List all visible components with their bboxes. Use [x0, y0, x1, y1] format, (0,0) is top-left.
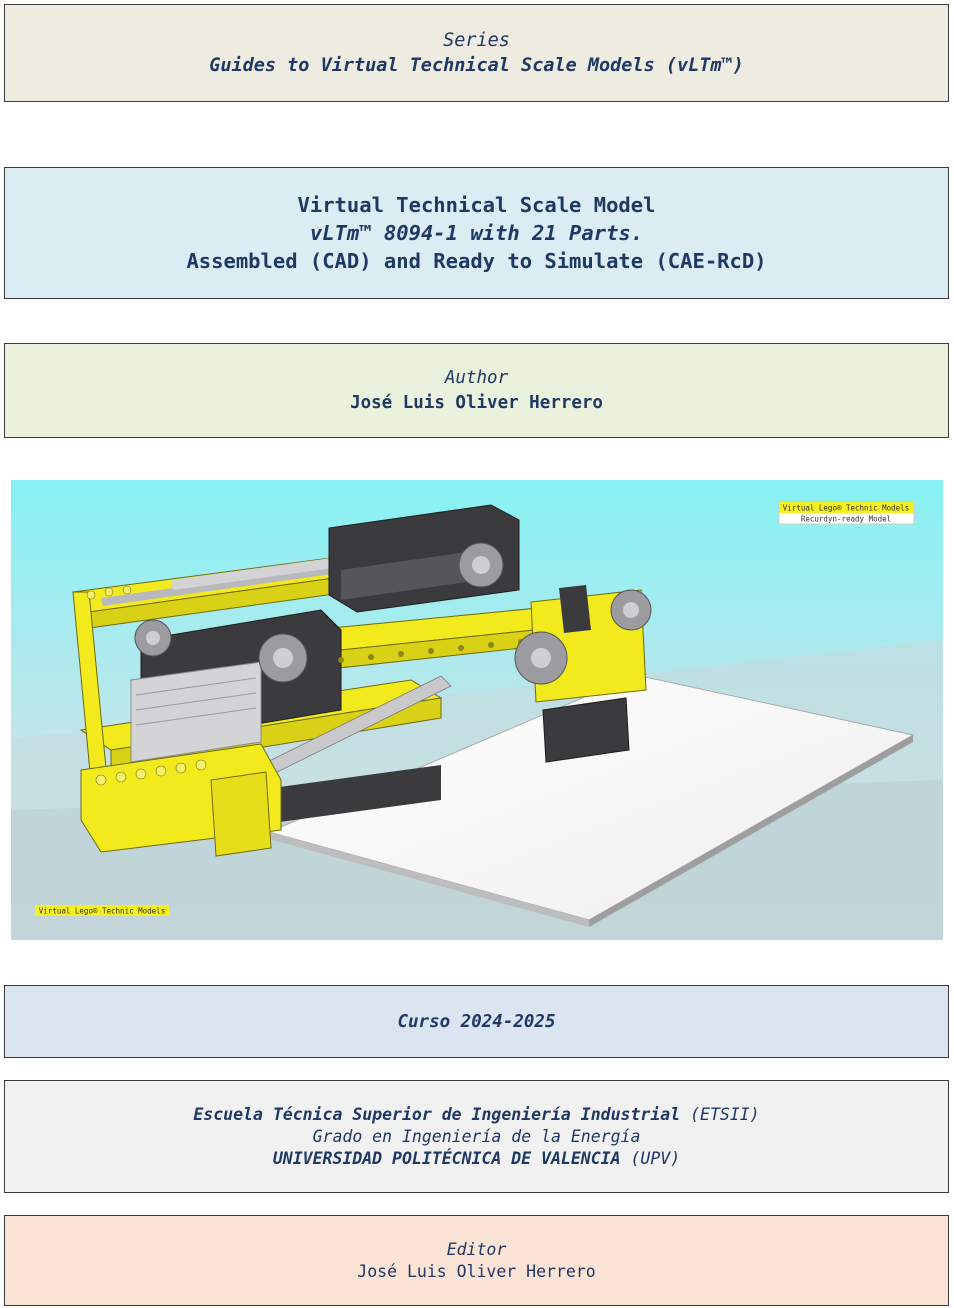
university-abbr: (UPV) [630, 1148, 681, 1168]
course-box [4, 985, 949, 1058]
series-title: Guides to Virtual Technical Scale Models (vLTm™) [209, 55, 744, 76]
editor-name: José Luis Oliver Herrero [357, 1261, 596, 1281]
editor-box [4, 1215, 949, 1306]
badge-top-line-1: Virtual Lego® Technic Models [782, 503, 910, 513]
series-box [4, 4, 949, 102]
institution-box [4, 1080, 949, 1193]
course-text: Curso 2024-2025 [397, 1011, 556, 1032]
author-name: José Luis Oliver Herrero [350, 392, 603, 413]
badge-bottom: Virtual Lego® Technic Models [38, 906, 166, 916]
model-illustration [11, 480, 943, 940]
title-line-1: Virtual Technical Scale Model [297, 193, 656, 217]
title-line-3: Assembled (CAD) and Ready to Simulate (CAE-RcD) [186, 249, 767, 273]
school-abbr: (ETSII) [690, 1104, 760, 1124]
badge-top-line-2: Recurdyn-ready Model [800, 514, 892, 524]
author-label: Author [444, 367, 509, 388]
author-box [4, 343, 949, 438]
title-box [4, 167, 949, 299]
school-name: Escuela Técnica Superior de Ingeniería Industrial [193, 1104, 681, 1124]
title-line-2: vLTm™ 8094-1 with 21 Parts. [309, 221, 644, 245]
series-label: Series [443, 30, 510, 51]
degree-name: Grado en Ingeniería de la Energía [312, 1126, 641, 1146]
editor-label: Editor [446, 1239, 507, 1259]
university-name: UNIVERSIDAD POLITÉCNICA DE VALENCIA [272, 1148, 621, 1168]
